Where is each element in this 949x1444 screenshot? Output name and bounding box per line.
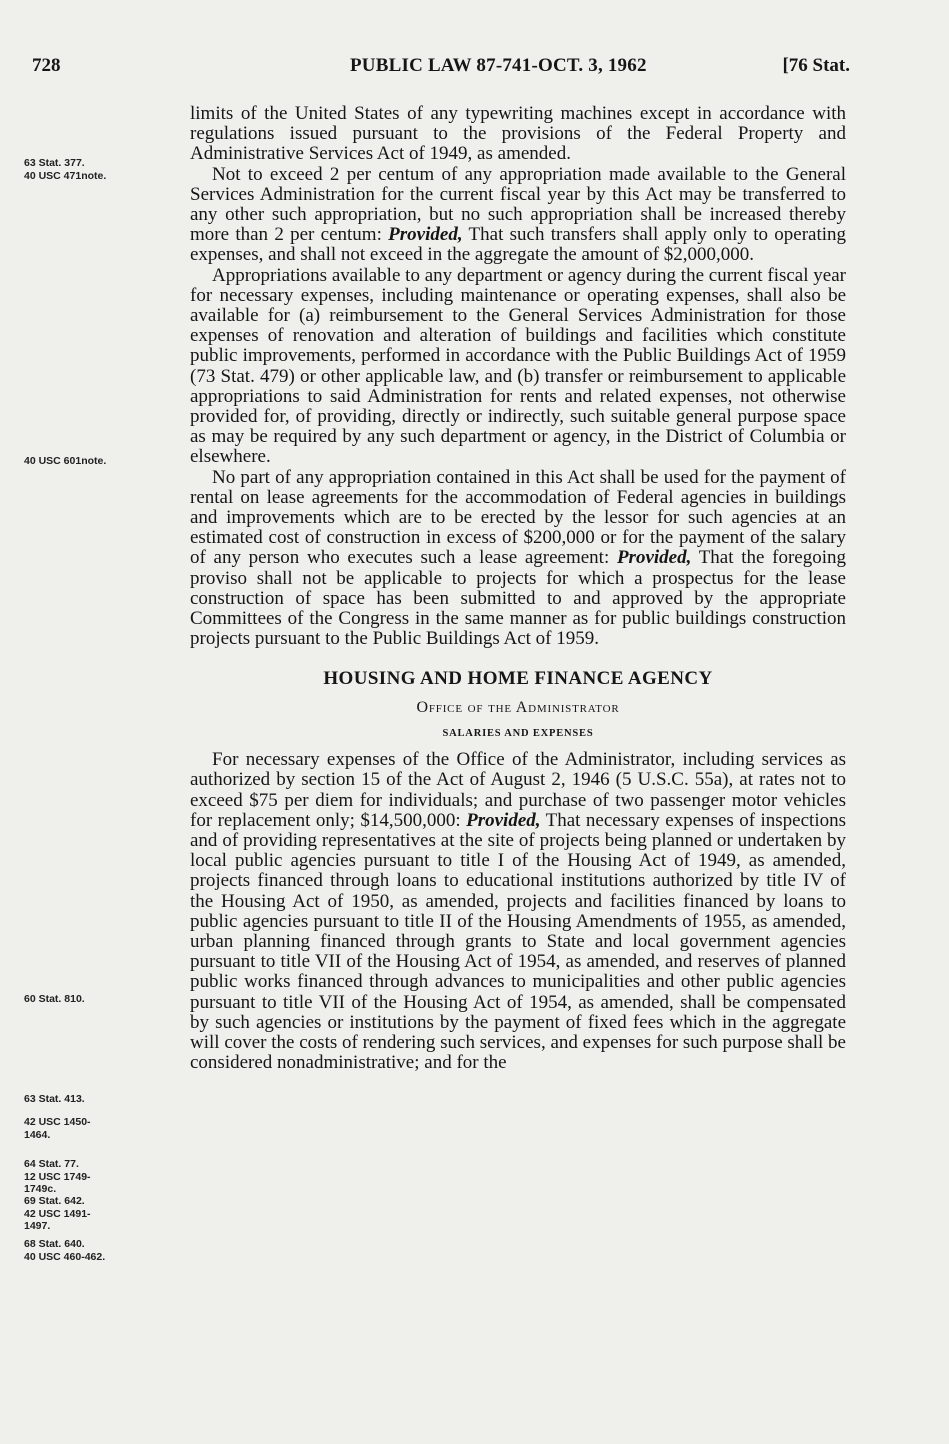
margin-note: 42 USC 1450- 1464.: [24, 1116, 91, 1141]
section-subheading: Office of the Administrator: [416, 698, 620, 716]
paragraph: [190, 750, 846, 1073]
page-header: [20, 55, 850, 85]
proviso-italic: Provided,: [388, 224, 463, 246]
margin-note: 40 USC 601note.: [24, 455, 107, 467]
paragraph-text: That the foregoing proviso shall not be applicable to projects for which a prospectus for the lease construction of space has been submitted to and approved by the appropriate Committees of the Congress in the same manner as for public buildings construction projects pursuant to the Public Buildings Act of 1959.: [190, 547, 846, 650]
running-title: PUBLIC LAW 87-741-OCT. 3, 1962: [350, 55, 647, 76]
section-subsubheading: SALARIES AND EXPENSES: [442, 727, 594, 739]
margin-note: 69 Stat. 642. 42 USC 1491- 1497.: [24, 1195, 91, 1232]
proviso-italic: Provided,: [466, 809, 541, 831]
paragraph-text: Not to exceed 2 per centum of any appropriation made available to the General Services Administration for the current fiscal year by this Act may be transferred to any other such appropriation, but no such appropriation shall be increased thereby more than 2 per centum:: [190, 163, 846, 246]
proviso-italic: Provided,: [616, 547, 692, 569]
paragraph: [190, 266, 846, 468]
page-number: 728: [32, 55, 61, 76]
paragraph-text: limits of the United States of any typewriting machines except in accordance with regulations issued pursuant to the provisions of the Federal Property and Administrative Services Act of 1949, as amended.: [190, 103, 846, 165]
margin-note: 64 Stat. 77. 12 USC 1749- 1749c.: [24, 1158, 91, 1195]
margin-note: 63 Stat. 377. 40 USC 471note.: [24, 157, 107, 182]
paragraph-text: Appropriations available to any department or agency during the current fiscal year for necessary expenses, including maintenance or operating expenses, shall also be available for (a) reimbursement to the General Services Administration for those expenses of renovation and alteration of buildings and facilities which constitute public improvements, performed in accordance with the Public Buildings Act of 1959 (73 Stat. 479) or other applicable law, and (b) transfer or reimbursement to applicable appropriations to said Administration for rents and related expenses, not otherwise provided for, of providing, directly or indirectly, such suitable general purpose space as may be required by any such department or agency, in the District of Columbia or elsewhere.: [190, 264, 846, 468]
paragraph-text: For necessary expenses of the Office of the Administrator, including services as authorized by section 15 of the Act of August 2, 1946 (5 U.S.C. 55a), at rates not to exceed $75 per diem for individuals; and purchase of two passenger motor vehicles for replacement only; $14,500,000:: [190, 749, 846, 831]
body-text: [190, 104, 846, 1073]
margin-note: 60 Stat. 810.: [24, 993, 85, 1005]
paragraph-text: That such transfers shall apply only to operating expenses, and shall not exceed in the aggregate the amount of $2,000,000.: [190, 224, 847, 266]
margin-note: 68 Stat. 640. 40 USC 460-462.: [24, 1238, 106, 1263]
margin-note: 63 Stat. 413.: [24, 1093, 85, 1105]
section-heading: HOUSING AND HOME FINANCE AGENCY: [323, 668, 713, 690]
paragraph-text: That necessary expenses of inspections and of providing representatives at the site of projects being planned or undertaken by local public agencies pursuant to title I of the Housing Act of 1949, as amended, projects financed through loans to educational institutions authorized by title IV of the Housing Act of 1950, as amended, projects and facilities financed by loans to public agencies pursuant to title II of the Housing Amendments of 1955, as amended, urban planning financed through grants to State and local government agencies pursuant to title VII of the Housing Act of 1954, as amended, and reserves of planned public works financed through advances to municipalities and other public agencies pursuant to title VII of the Housing Act of 1954, as amended, shall be compensated by such agencies or institutions by the payment of fixed fees which in the aggregate will cover the costs of rendering such services, and expenses for such purpose shall be considered nonadministrative; and for the: [190, 809, 846, 1074]
paragraph: [190, 468, 846, 650]
paragraph: [190, 104, 846, 165]
statute-reference: [76 Stat.: [782, 55, 850, 76]
paragraph: [190, 165, 846, 266]
paragraph-text: No part of any appropriation contained in this Act shall be used for the payment of rental on lease agreements for the accommodation of Federal agencies in buildings and improvements which are to be erected by the lessor for such agencies at an estimated cost of construction in excess of $200,000 or for the payment of the salary of any person who executes such a lease agreement:: [190, 466, 846, 569]
